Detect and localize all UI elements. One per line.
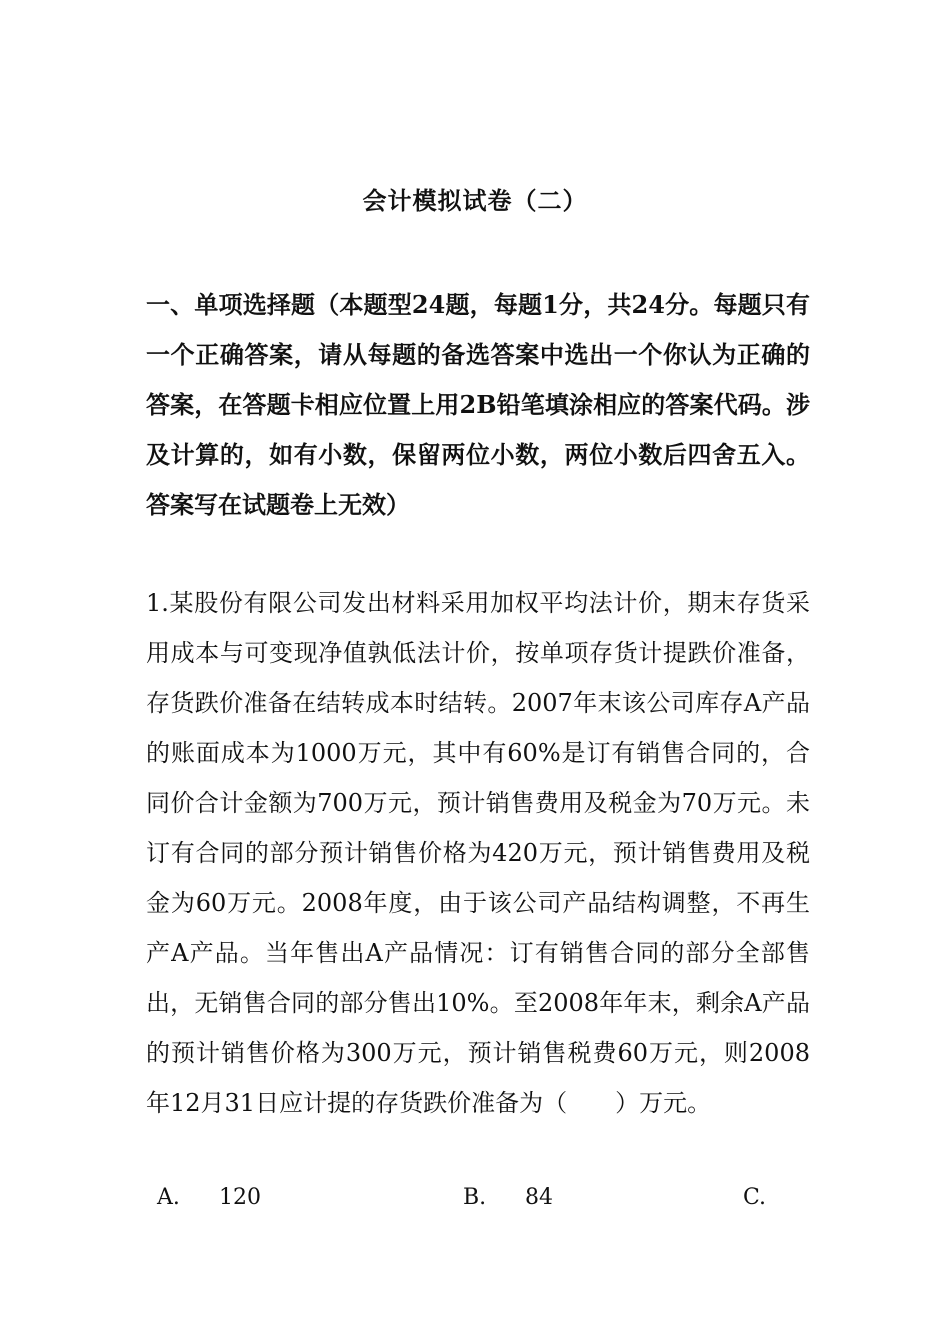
- section-heading: 一、单项选择题（本题型24题，每题1分，共24分。每题只有一个正确答案，请从每题的备选答案中选出一个你认为正确的答案，在答题卡相应位置上用2B铅笔填涂相应的答案代码。涉及计算的，如有小数，保留两位小数，两位小数后四舍五入。答案写在试题卷上无效）: [146, 290, 810, 519]
- page-title: 会计模拟试卷（二）: [362, 186, 588, 215]
- question-1-text: 1.某股份有限公司发出材料采用加权平均法计价，期末存货采用成本与可变现净值孰低法计价，按单项存货计提跌价准备，存货跌价准备在结转成本时结转。2007年末该公司库存A产品的账面成本为1000万元，其中有60%是订有销售合同的，合同价合计金额为700万元，预计销售费用及税金为70万元。未订有合同的部分预计销售价格为420万元，预计销售费用及税金为60万元。2008年度，由于该公司产品结构调整，不再生产A产品。当年售出A产品情况：订有销售合同的部分全部售出，无销售合同的部分售出10%。至2008年年末，剩余A产品的预计销售价格为300万元，预计销售税费60万元，则2008年12月31日应计提的存货跌价准备为（ ）万元。: [146, 589, 810, 1117]
- option-a: [157, 1178, 261, 1218]
- option-a-letter: A.: [157, 1185, 180, 1210]
- option-a-value: 120: [219, 1185, 261, 1210]
- option-c-letter: C.: [743, 1185, 767, 1210]
- option-c: [743, 1178, 805, 1218]
- option-b-value: 84: [525, 1185, 553, 1210]
- option-b-letter: B.: [463, 1185, 487, 1210]
- option-b: [463, 1178, 553, 1218]
- question-1-options: [157, 1178, 817, 1218]
